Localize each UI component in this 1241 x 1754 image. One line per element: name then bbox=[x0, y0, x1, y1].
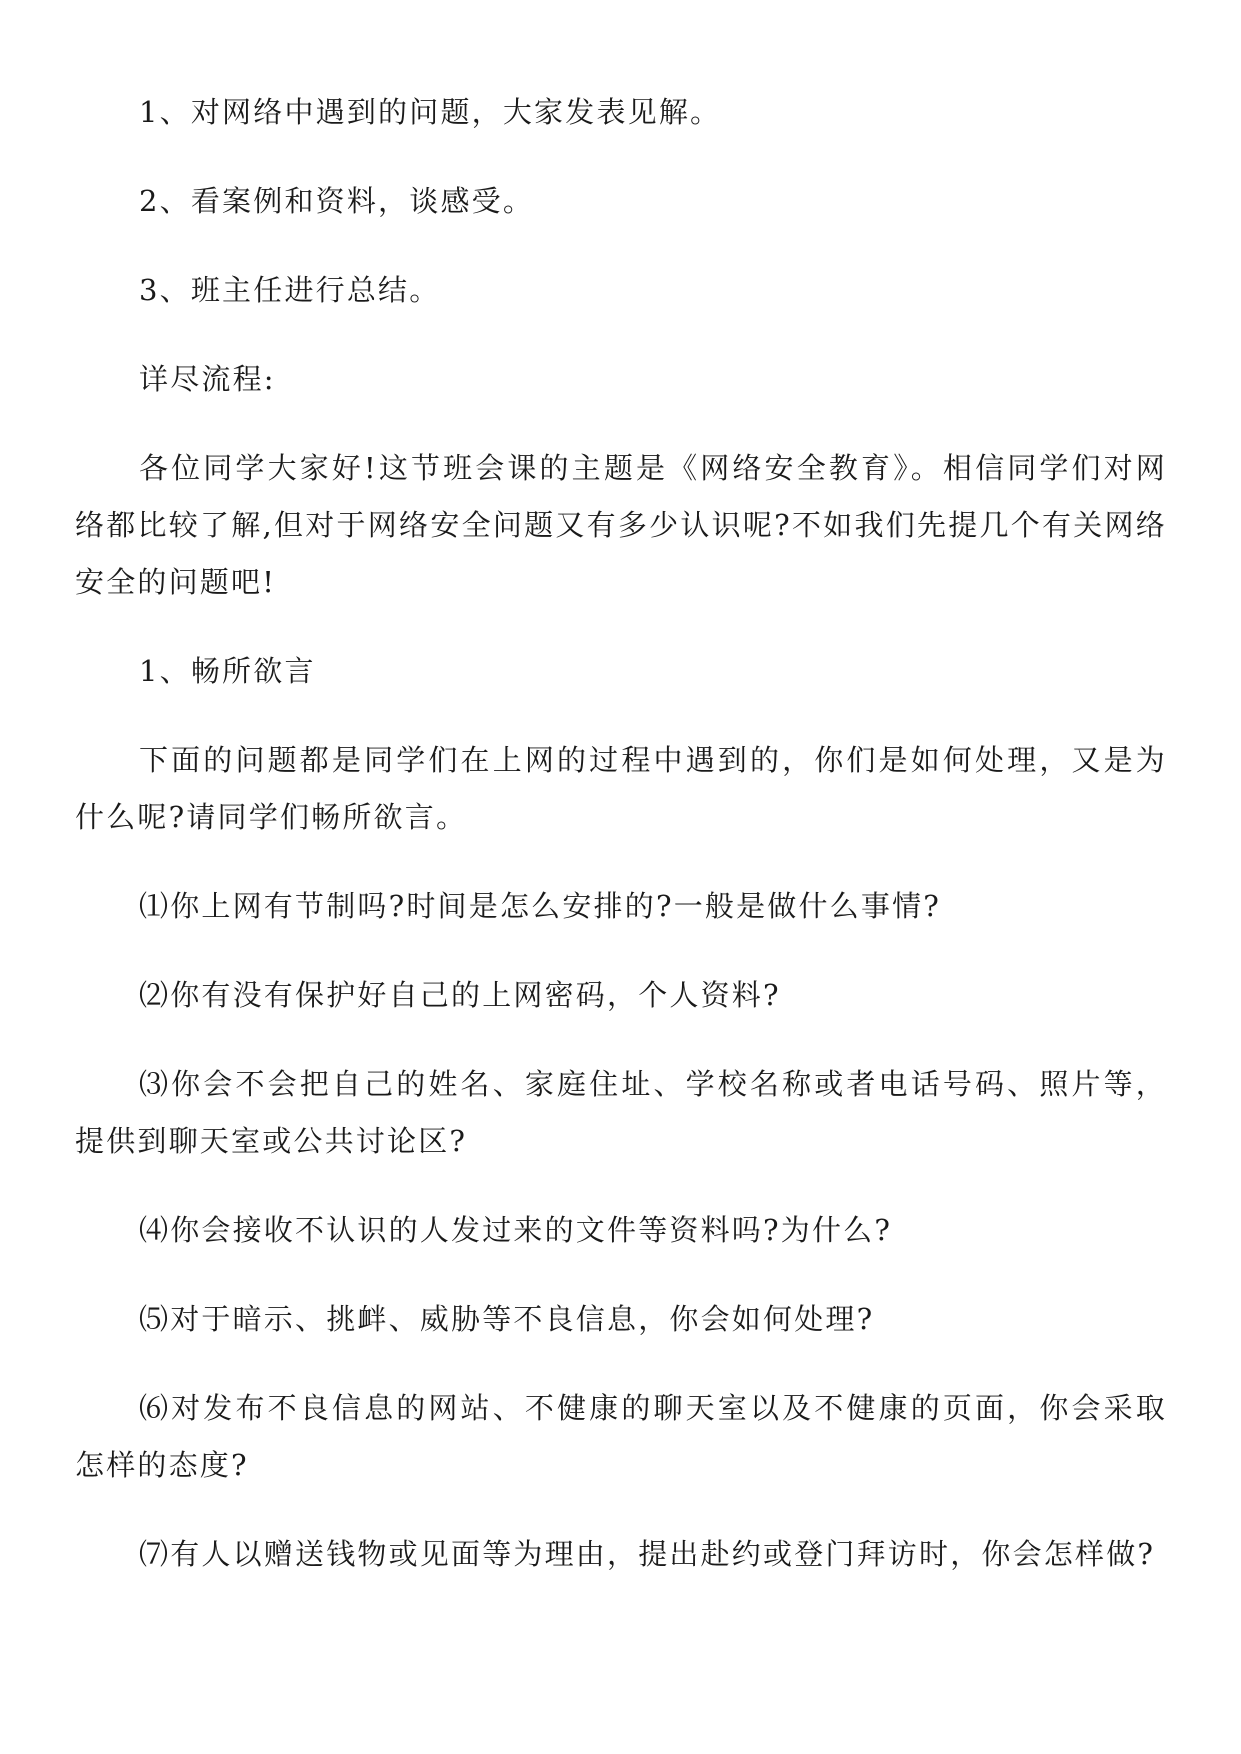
section-heading: 详尽流程: bbox=[139, 362, 276, 396]
step-item-3: 3、班主任进行总结。 bbox=[139, 273, 441, 307]
subsection-heading: 1、畅所欲言 bbox=[139, 654, 316, 688]
step-item-2: 2、看案例和资料，谈感受。 bbox=[139, 184, 535, 218]
step-item-1: 1、对网络中遇到的问题，大家发表见解。 bbox=[139, 95, 722, 129]
subsection-intro: 下面的问题都是同学们在上网的过程中遇到的，你们是如何处理，又是为什么呢?请同学们畅所欲言。 bbox=[75, 743, 1167, 834]
question-6: ⑹对发布不良信息的网站、不健康的聊天室以及不健康的页面，你会采取怎样的态度? bbox=[75, 1391, 1167, 1482]
intro-paragraph: 各位同学大家好!这节班会课的主题是《网络安全教育》。相信同学们对网络都比较了解,但对于网络安全问题又有多少认识呢?不如我们先提几个有关网络安全的问题吧! bbox=[75, 451, 1167, 599]
document-body bbox=[75, 84, 1167, 1615]
question-5: ⑸对于暗示、挑衅、威胁等不良信息，你会如何处理? bbox=[139, 1302, 875, 1336]
question-7: ⑺有人以赠送钱物或见面等为理由，提出赴约或登门拜访时，你会怎样做? bbox=[139, 1537, 1156, 1571]
question-2: ⑵你有没有保护好自己的上网密码，个人资料? bbox=[139, 978, 781, 1012]
question-4: ⑷你会接收不认识的人发过来的文件等资料吗?为什么? bbox=[139, 1213, 893, 1247]
question-3: ⑶你会不会把自己的姓名、家庭住址、学校名称或者电话号码、照片等，提供到聊天室或公共讨论区? bbox=[75, 1067, 1167, 1158]
question-1: ⑴你上网有节制吗?时间是怎么安排的?一般是做什么事情? bbox=[139, 889, 942, 923]
